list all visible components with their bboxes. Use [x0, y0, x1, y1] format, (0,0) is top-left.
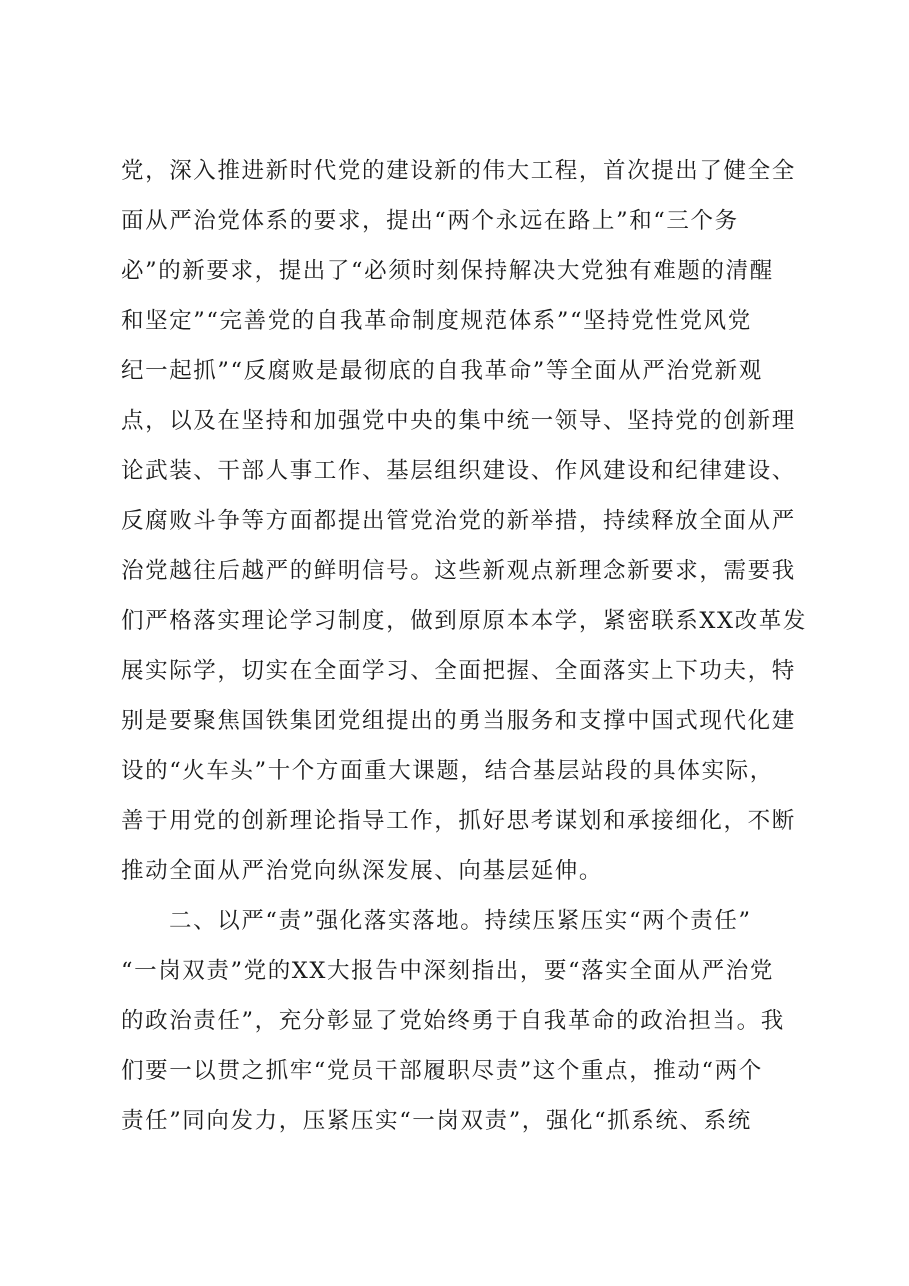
text-line: 点，以及在坚持和加强党中央的集中统一领导、坚持党的创新理 [121, 408, 796, 434]
text-line: 别是要聚焦国铁集团党组提出的勇当服务和支撑中国式现代化建 [121, 708, 796, 734]
text-line: 党，深入推进新时代党的建设新的伟大工程，首次提出了健全全 [121, 158, 796, 184]
text-line: 责任”同向发力，压紧压实“一岗双责”，强化“抓系统、系统 [121, 1108, 752, 1134]
text-line: 反腐败斗争等方面都提出管党治党的新举措，持续释放全面从严 [121, 508, 796, 534]
text-line: 设的“火车头”十个方面重大课题，结合基层站段的具体实际， [121, 758, 774, 784]
text-line: 们严格落实理论学习制度，做到原原本本学，紧密联系XX改革发 [121, 608, 807, 634]
text-line: 必”的新要求，提出了“必须时刻保持解决大党独有难题的清醒 [121, 258, 774, 284]
text-line: 二、以严“责”强化落实落地。持续压紧压实“两个责任” [169, 908, 752, 934]
text-line: 们要一以贯之抓牢“党员干部履职尽责”这个重点，推动“两个 [121, 1058, 763, 1084]
text-line: 和坚定”“完善党的自我革命制度规范体系”“坚持党性党风党 [121, 308, 752, 334]
text-line: 面从严治党体系的要求，提出“两个永远在路上”和“三个务 [121, 208, 739, 234]
text-line: 的政治责任”，充分彰显了党始终勇于自我革命的政治担当。我 [121, 1008, 785, 1034]
text-line: 推动全面从严治党向纵深发展、向基层延伸。 [121, 858, 604, 884]
text-line: 善于用党的创新理论指导工作，抓好思考谋划和承接细化，不断 [121, 808, 796, 834]
text-line: 论武装、干部人事工作、基层组织建设、作风建设和纪律建设、 [121, 458, 796, 484]
text-line: 纪一起抓”“反腐败是最彻底的自我革命”等全面从严治党新观 [121, 358, 763, 384]
text-line: 展实际学，切实在全面学习、全面把握、全面落实上下功夫，特 [121, 658, 796, 684]
text-line: 治党越往后越严的鲜明信号。这些新观点新理念新要求，需要我 [121, 558, 796, 584]
text-line: “一岗双责”党的XX大报告中深刻指出，要“落实全面从严治党 [121, 958, 774, 984]
